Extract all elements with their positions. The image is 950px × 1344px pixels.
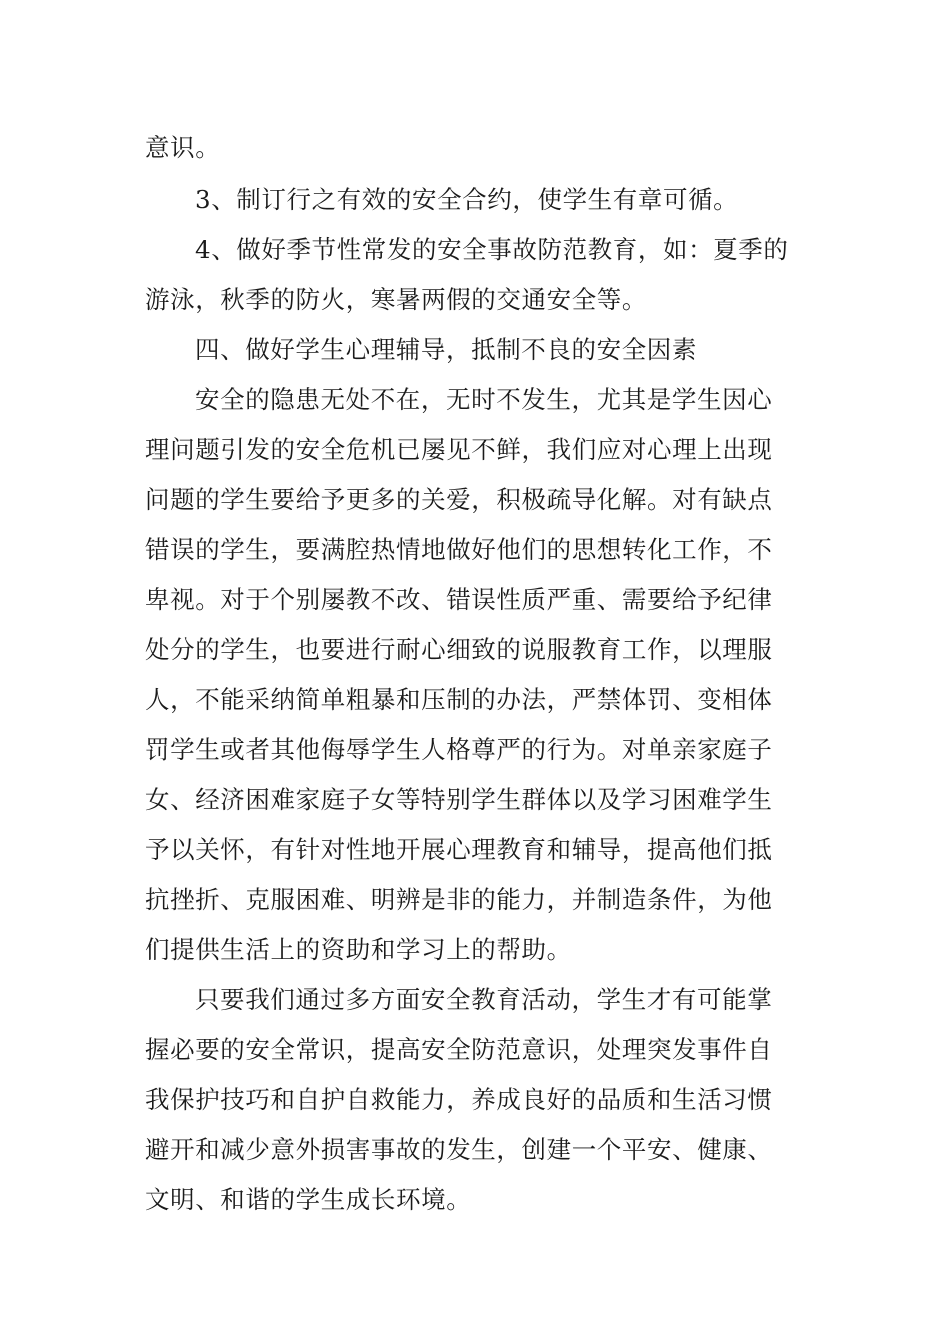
text-line: 女、经济困难家庭子女等特别学生群体以及学习困难学生 <box>145 785 773 814</box>
section-heading: 四、做好学生心理辅导，抵制不良的安全因素 <box>195 335 697 364</box>
text-line: 卑视。对于个别屡教不改、错误性质严重、需要给予纪律 <box>145 585 773 614</box>
text-line: 错误的学生，要满腔热情地做好他们的思想转化工作，不 <box>145 535 773 564</box>
text-line: 4、做好季节性常发的安全事故防范教育，如：夏季的 <box>195 235 789 264</box>
text-line: 握必要的安全常识，提高安全防范意识，处理突发事件自 <box>145 1035 773 1064</box>
text-line: 游泳，秋季的防火，寒暑两假的交通安全等。 <box>145 285 647 314</box>
text-line: 予以关怀，有针对性地开展心理教育和辅导，提高他们抵 <box>145 835 773 864</box>
text-line: 避开和减少意外损害事故的发生，创建一个平安、健康、 <box>145 1135 773 1164</box>
text-line: 安全的隐患无处不在，无时不发生，尤其是学生因心 <box>195 385 773 414</box>
text-line: 们提供生活上的资助和学习上的帮助。 <box>145 935 572 964</box>
text-line: 只要我们通过多方面安全教育活动，学生才有可能掌 <box>195 985 773 1014</box>
text-line: 理问题引发的安全危机已屡见不鲜，我们应对心理上出现 <box>145 435 773 464</box>
text-line: 人，不能采纳简单粗暴和压制的办法，严禁体罚、变相体 <box>145 685 773 714</box>
text-line: 抗挫折、克服困难、明辨是非的能力，并制造条件，为他 <box>145 885 773 914</box>
text-line: 我保护技巧和自护自救能力，养成良好的品质和生活习惯 <box>145 1085 773 1114</box>
text-line: 问题的学生要给予更多的关爱，积极疏导化解。对有缺点 <box>145 485 773 514</box>
text-line: 罚学生或者其他侮辱学生人格尊严的行为。对单亲家庭子 <box>145 735 773 764</box>
text-line: 意识。 <box>145 133 221 162</box>
text-line: 文明、和谐的学生成长环境。 <box>145 1185 472 1214</box>
text-line: 处分的学生，也要进行耐心细致的说服教育工作，以理服 <box>145 635 773 664</box>
text-line: 3、制订行之有效的安全合约，使学生有章可循。 <box>195 185 739 214</box>
